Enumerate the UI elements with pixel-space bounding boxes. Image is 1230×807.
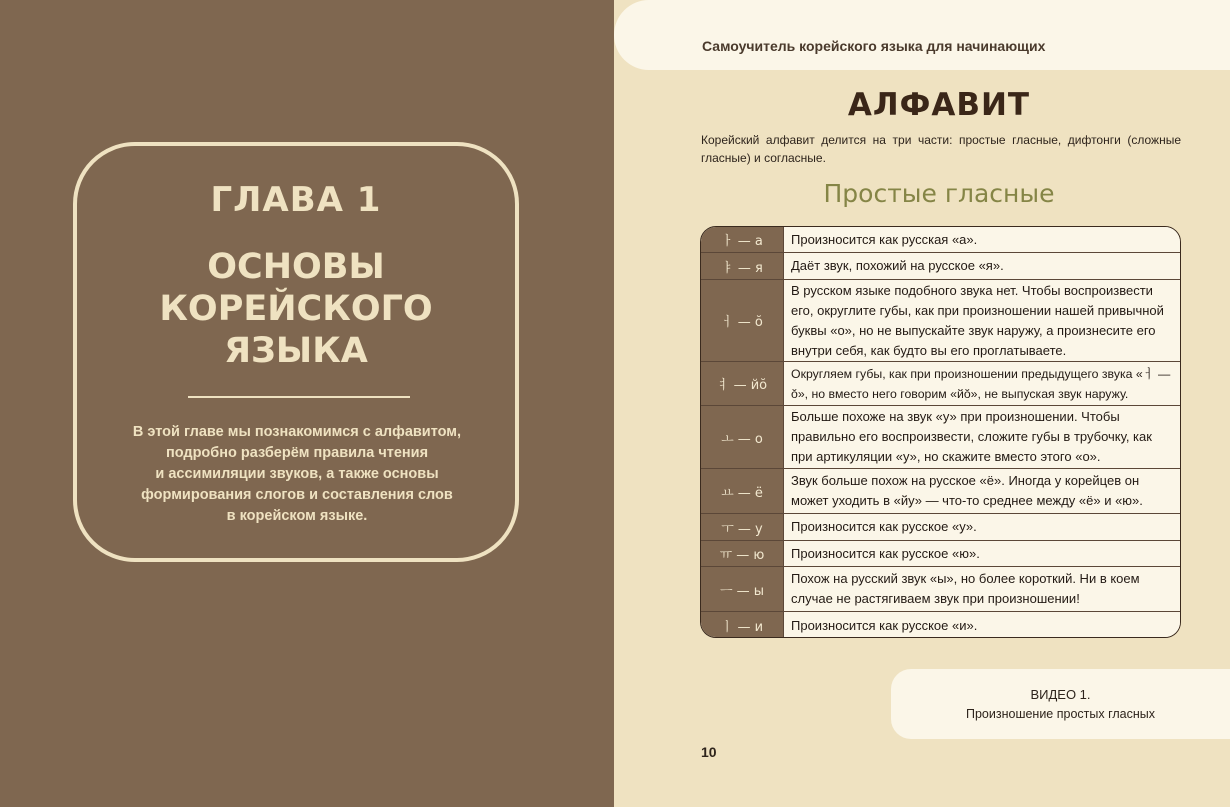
chapter-description-line: формирования слогов и составления слов [141, 487, 453, 503]
section-heading: Простые гласные [823, 179, 1055, 208]
right-page [614, 0, 1230, 807]
table-row [701, 280, 1180, 362]
book-title: Самоучитель корейского языка для начинающих [702, 38, 1046, 54]
table-row [701, 567, 1180, 612]
vowel-letter: ㅠ — ю [701, 541, 784, 566]
table-row [701, 514, 1180, 541]
chapter-label: ГЛАВА 1 [210, 180, 382, 220]
vowel-description: Округляем губы, как при произношении предыдущего звука «ㅓ — ŏ», но вместо него говорим «йŏ», не выпуская звук наружу. [784, 362, 1180, 405]
chapter-divider [188, 396, 410, 398]
video-label: ВИДЕО 1. [1030, 687, 1091, 702]
chapter-title-line: ОСНОВЫ [207, 247, 385, 287]
vowel-letter: ㅕ — йŏ [701, 362, 784, 405]
chapter-title-line: ЯЗЫКА [224, 331, 368, 371]
vowel-description: Больше похоже на звук «у» при произношении. Чтобы правильно его воспроизвести, сложите губы в трубочку, как при артикуляции «у», но скажите вместо этого «о». [784, 406, 1180, 468]
vowel-description: Произносится как русское «ю». [784, 541, 1180, 566]
chapter-title [77, 246, 515, 372]
vowel-description: Даёт звук, похожий на русское «я». [784, 253, 1180, 279]
vowel-letter: ㅜ — у [701, 514, 784, 540]
video-link[interactable] [891, 669, 1230, 739]
chapter-description-line: В этой главе мы познакомимся с алфавитом, [132, 424, 462, 440]
vowel-description: Звук больше похож на русское «ё». Иногда у корейцев он может уходить в «йу» — что-то среднее между «ё» и «ю». [784, 469, 1180, 513]
vowel-letter: ㅛ — ё [701, 469, 784, 513]
vowel-letter: ㅓ — ŏ [701, 280, 784, 361]
chapter-description-line: и ассимиляции звуков, а также основы [155, 466, 439, 482]
chapter-card [73, 142, 519, 562]
vowel-letter: ㅑ — я [701, 253, 784, 279]
vowel-description: Произносится как русская «а». [784, 227, 1180, 252]
vowel-description: В русском языке подобного звука нет. Чтобы воспроизвести его, округлите губы, как при произношении нашей привычной буквы «о», но не выпускайте звук наружу, а произнесите его внутри себя, как будто вы его проглатываете. [784, 280, 1180, 361]
chapter-description-line: подробно разберём правила чтения [165, 445, 429, 461]
table-row [701, 362, 1180, 406]
vowel-letter: ㅡ — ы [701, 567, 784, 611]
table-row [701, 253, 1180, 280]
table-row [701, 612, 1180, 638]
video-caption: Произношение простых гласных [965, 707, 1156, 721]
vowel-description: Похож на русский звук «ы», но более короткий. Ни в коем случае не растягиваем звук при произношении! [784, 567, 1180, 611]
page-heading: АЛФАВИТ [847, 87, 1031, 123]
vowel-letter: ㅣ — и [701, 612, 784, 638]
vowel-description: Произносится как русское «и». [784, 612, 1180, 638]
table-row [701, 541, 1180, 567]
chapter-title-line: КОРЕЙСКОГО [159, 289, 433, 329]
vowel-description: Произносится как русское «у». [784, 514, 1180, 540]
header-band [614, 0, 1230, 70]
vowel-table [700, 226, 1181, 638]
page-number: 10 [701, 744, 717, 760]
table-row [701, 469, 1180, 514]
chapter-description-line: в корейском языке. [226, 508, 368, 524]
vowel-letter: ㅏ — а [701, 227, 784, 252]
chapter-description [107, 422, 487, 527]
table-row [701, 227, 1180, 253]
vowel-letter: ㅗ — о [701, 406, 784, 468]
left-page [0, 0, 614, 807]
intro-text: Корейский алфавит делится на три части: простые гласные, дифтонги (сложные гласные) и согласные. [701, 133, 1181, 165]
table-row [701, 406, 1180, 469]
